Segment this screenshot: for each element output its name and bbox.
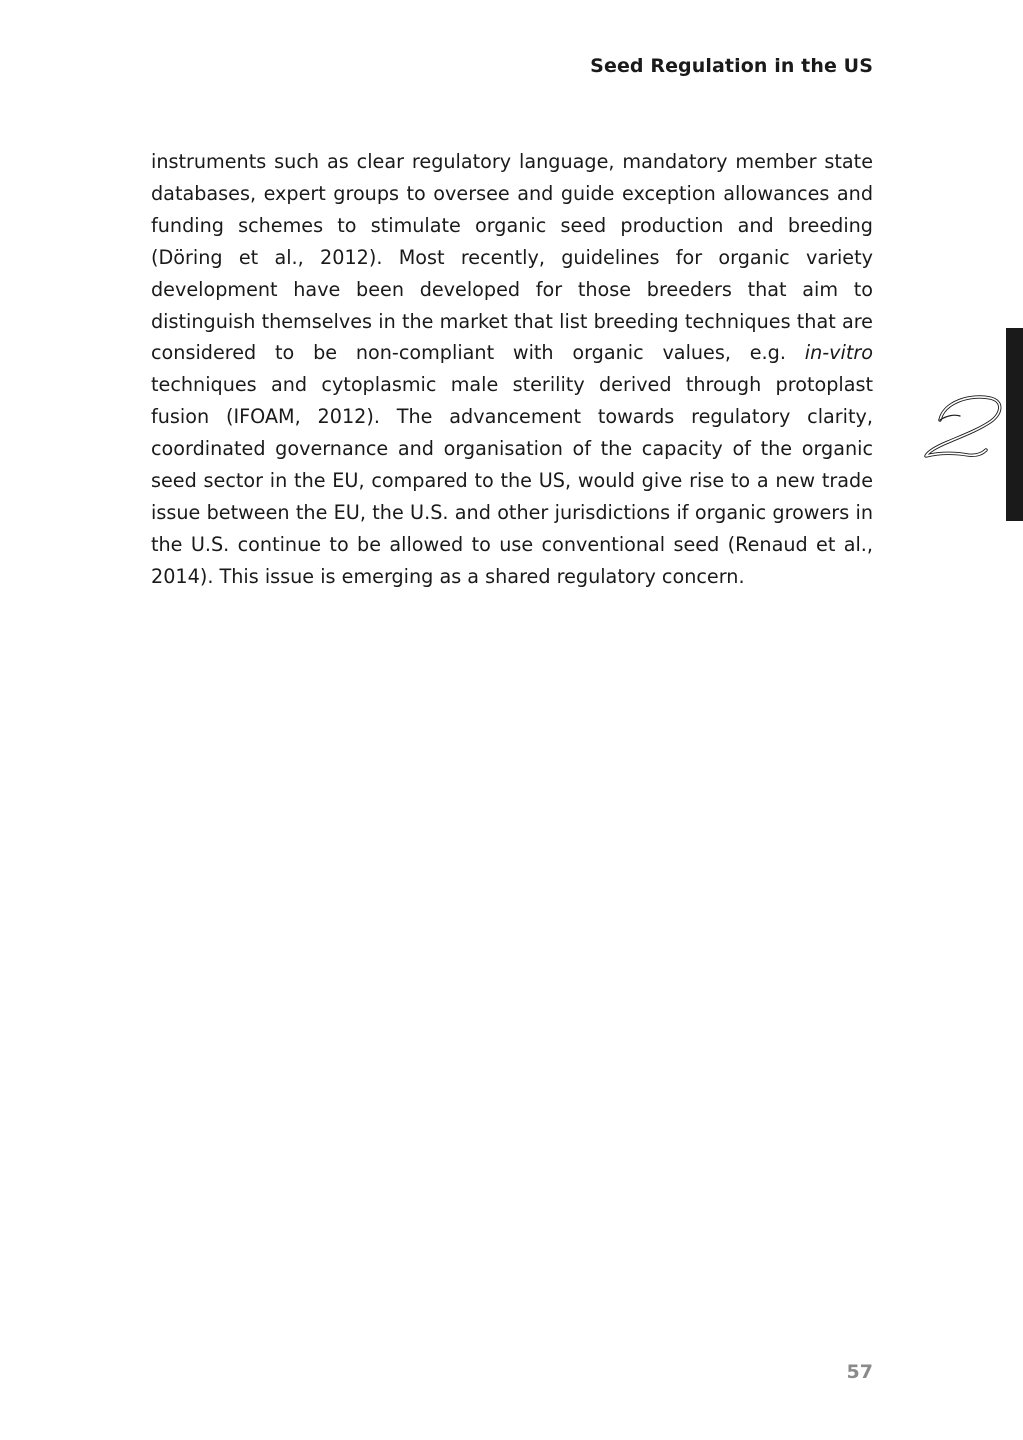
running-header: Seed Regulation in the US	[590, 55, 873, 77]
italic-term: in-vitro	[804, 341, 873, 365]
paragraph-text-part-2: techniques and cytoplasmic male sterility derived through protoplast fusion (IFOAM, 2012). The advancement towards regulatory clarity, coordinated governance and organisation of the capacity of the organic seed sector in the EU, compared to the US, would give rise to a new trade issue between the EU, the U.S. and other jurisdictions if organic growers in the U.S. continue to be allowed to use conventional seed (Renaud et al., 2014). This issue is emerging as a shared regulatory concern.	[151, 373, 873, 588]
chapter-number-2-outline-icon	[922, 392, 1002, 460]
chapter-tab-bar	[1006, 328, 1023, 521]
page-number: 57	[846, 1361, 873, 1383]
body-paragraph	[151, 146, 873, 593]
paragraph-text-part-1: instruments such as clear regulatory language, mandatory member state databases, expert groups to oversee and guide exception allowances and funding schemes to stimulate organic seed production and breeding (Döring et al., 2012). Most recently, guidelines for organic variety development have been developed for those breeders that aim to distinguish themselves in the market that list breeding techniques that are considered to be non-compliant with organic values, e.g.	[151, 150, 873, 365]
